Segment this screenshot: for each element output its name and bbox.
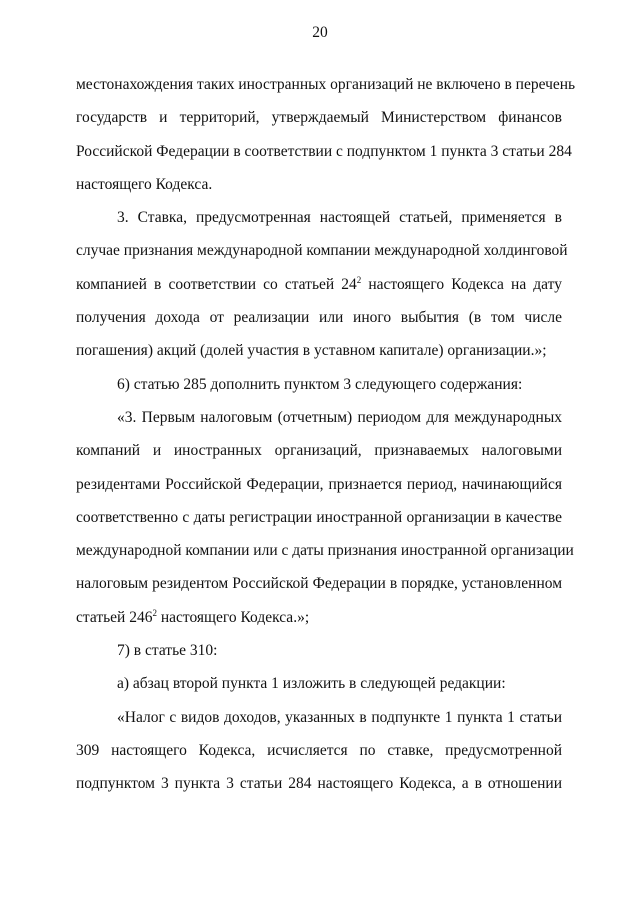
text-line: международной компании или с даты признания иностранной организации xyxy=(76,542,574,560)
text-line: получения дохода от реализации или иного выбытия (в том числе xyxy=(76,309,562,327)
superscript: 2 xyxy=(152,607,157,618)
text-line: а) абзац второй пункта 1 изложить в следующей редакции: xyxy=(117,675,506,693)
text-line: 309 настоящего Кодекса, исчисляется по ставке, предусмотренной xyxy=(76,741,562,759)
text-line: «Налог с видов доходов, указанных в подпункте 1 пункта 1 статьи xyxy=(117,708,562,726)
text-segment: компанией в соответствии со статьей 24 xyxy=(76,275,357,293)
text-line: соответственно с даты регистрации иностранной организации в качестве xyxy=(76,508,562,526)
text-line: 7) в статье 310: xyxy=(117,642,218,660)
text-line: компаний и иностранных организаций, признаваемых налоговыми xyxy=(76,442,562,460)
text-segment: настоящего Кодекса.»; xyxy=(156,608,310,626)
text-line: случае признания международной компании международной холдинговой xyxy=(76,242,568,260)
page-number: 20 xyxy=(312,24,328,41)
superscript: 2 xyxy=(356,274,362,285)
text-line: 6) статью 285 дополнить пунктом 3 следующего содержания: xyxy=(117,375,523,393)
text-line: погашения) акций (долей участия в уставном капитале) организации.»; xyxy=(76,342,547,360)
text-line-with-superscript xyxy=(76,268,562,301)
text-line: налоговым резидентом Российской Федерации в порядке, установленном xyxy=(76,575,562,593)
text-line: резидентами Российской Федерации, признается период, начинающийся xyxy=(76,475,562,493)
text-line: государств и территорий, утверждаемый Министерством финансов xyxy=(76,109,562,127)
text-line: подпунктом 3 пункта 3 статьи 284 настоящего Кодекса, а в отношении xyxy=(76,775,562,793)
document-body xyxy=(76,68,576,801)
text-line: 3. Ставка, предусмотренная настоящей статьей, применяется в xyxy=(117,209,562,227)
text-line: Российской Федерации в соответствии с подпунктом 1 пункта 3 статьи 284 xyxy=(76,142,572,160)
text-segment: настоящего Кодекса на дату xyxy=(361,275,562,293)
text-segment: статьей 246 xyxy=(76,608,153,626)
text-line: настоящего Кодекса. xyxy=(76,175,213,193)
text-line: местонахождения таких иностранных организаций не включено в перечень xyxy=(76,76,576,93)
text-line-with-superscript xyxy=(76,601,562,634)
text-line: «3. Первым налоговым (отчетным) периодом для международных xyxy=(117,408,562,426)
